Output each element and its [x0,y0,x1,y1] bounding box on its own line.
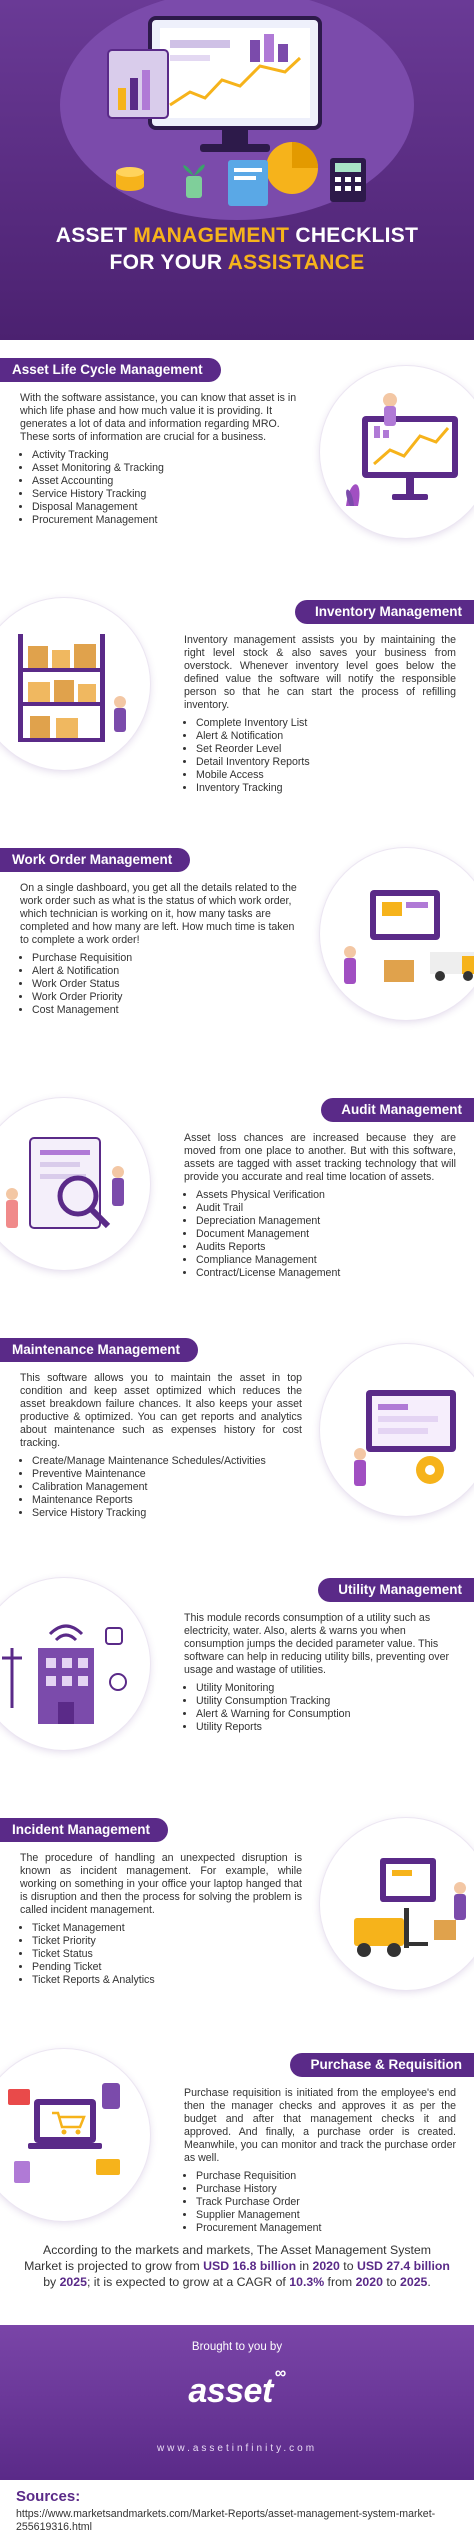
section-incident [0,1818,474,2018]
stats-value: USD 16.8 billion [203,2259,297,2273]
list-item: • Utility Monitoring [196,1682,456,1695]
incident-list [20,1922,302,1987]
lifecycle-illustration [320,366,474,538]
list-item: • Service History Tracking [32,488,302,501]
title-word-assistance: ASSISTANCE [227,251,365,274]
list-item: • Create/Manage Maintenance Schedules/Activities [32,1455,302,1468]
list-item: • Alert & Notification [196,730,456,743]
utility-illustration [0,1578,150,1750]
list-item: • Activity Tracking [32,449,302,462]
stats-value: 2020 [355,2275,383,2289]
forklift-icon [320,1818,474,1990]
utility-list [184,1682,456,1734]
section-title-maintenance: Maintenance Management [0,1338,198,1362]
inventory-illustration [0,598,150,770]
list-item: • Ticket Reports & Analytics [32,1974,302,1987]
stats-text: in [296,2259,313,2273]
workorder-illustration [320,848,474,1020]
brought-to-you-by: Brought to you by [191,2341,283,2353]
stats-text: According to the markets and markets, The Asset Management System Market is projected to grow from [24,2243,431,2273]
list-item: • Compliance Management [196,1254,456,1267]
incident-body [20,1852,302,1987]
section-title-lifecycle: Asset Life Cycle Management [0,358,221,382]
sources-link[interactable]: https://www.marketsandmarkets.com/Market-Reports/asset-management-system-market-255619316.html [16,2508,436,2533]
website-link[interactable]: www.assetinfinity.com [156,2443,318,2454]
list-item: • Work Order Priority [32,991,302,1004]
sources-heading: Sources: [16,2488,81,2505]
lifecycle-dashboard-icon [320,366,474,538]
title-word-management: MANAGEMENT [133,224,290,247]
page-title-line-2 [0,250,474,276]
stats-value: 10.3% [289,2275,325,2289]
warehouse-shelves-icon [0,598,150,770]
list-item: • Ticket Status [32,1948,302,1961]
list-item: • Pending Ticket [32,1961,302,1974]
section-audit [0,1098,474,1308]
stats-text: from [324,2275,356,2289]
workorder-body [20,882,302,1017]
stats-text: by [43,2275,60,2289]
audit-description: Asset loss chances are increased because they are moved from one place to another. But with this software, assets are tagged with asset tracking technology that will provide you accurate and real time location of assets. [184,1132,456,1183]
brand-logo[interactable] [0,2365,474,2411]
list-item: • Asset Accounting [32,475,302,488]
stats-value: 2025 [400,2275,428,2289]
magnifier-audit-icon [0,1098,150,1270]
market-stats [24,2242,450,2290]
workorder-list [20,952,302,1017]
lifecycle-description: With the software assistance, you can know that asset is in which life phase and how much value it is providing. It generates a lot of data and information regarding MRO. These sorts of information are crucial for a business. [20,392,297,443]
list-item: • Cost Management [32,1004,302,1017]
stats-value: USD 27.4 billion [356,2259,450,2273]
list-item: • Contract/License Management [196,1267,456,1280]
list-item: • Alert & Warning for Consumption [196,1708,456,1721]
section-title-work-order: Work Order Management [0,848,190,872]
list-item: • Service History Tracking [32,1507,302,1520]
list-item: • Depreciation Management [196,1215,456,1228]
page-title-line-1 [0,223,474,249]
smart-building-icon [0,1578,150,1750]
infinity-icon: ∞ [274,2365,286,2382]
list-item: • Set Reorder Level [196,743,456,756]
stats-value: 2020 [312,2259,340,2273]
list-item: • Utility Reports [196,1721,456,1734]
list-item: • Calibration Management [32,1481,302,1494]
sources-block [16,2488,460,2534]
list-item: • Preventive Maintenance [32,1468,302,1481]
list-item: • Purchase Requisition [196,2170,456,2183]
list-item: • Supplier Management [196,2209,456,2222]
list-item: • Track Purchase Order [196,2196,456,2209]
online-shopping-icon [0,2049,150,2221]
stats-text: to [382,2275,401,2289]
inventory-description: Inventory management assists you by maintaining the right level stock & also saves your business from overstock. Whenever inventory level goes below the defined value the software will notify the responsible person so that he can start the process of refilling inventory. [184,634,456,711]
purchase-list [184,2170,456,2235]
footer-banner [0,2325,474,2480]
list-item: • Purchase Requisition [32,952,302,965]
purchase-description: Purchase requisition is initiated from the employee's end then the manager checks and approves it as per the budget and after that management checks it and approved. And finally, a purchase order is created. Meanwhile, you can monitor and track the purchase order as well. [184,2087,456,2164]
utility-body [184,1612,456,1734]
title-word-checklist: CHECKLIST [289,224,419,247]
utility-description: This module records consumption of a utility such as electricity, water. Also, alerts & warns you when consumption jumps the decided parameter value. This software can help in reducing utility bills, preventing over usage and wastage of utilities. [184,1612,449,1676]
inventory-list [184,717,456,795]
purchase-illustration [0,2049,150,2221]
list-item: • Complete Inventory List [196,717,456,730]
audit-illustration [0,1098,150,1270]
list-item: • Alert & Notification [32,965,302,978]
list-item: • Inventory Tracking [196,782,456,795]
title-word-for-your: FOR YOUR [109,251,228,274]
purchase-body [184,2087,456,2235]
list-item: • Disposal Management [32,501,302,514]
list-item: • Purchase History [196,2183,456,2196]
list-item: • Ticket Management [32,1922,302,1935]
section-utility [0,1578,474,1778]
stats-text: ; it is expected to grow at a CAGR of [86,2275,290,2289]
section-maintenance [0,1338,474,1548]
section-purchase [0,2053,474,2243]
stats-text: to [339,2259,357,2273]
list-item: • Work Order Status [32,978,302,991]
list-item: • Audits Reports [196,1241,456,1254]
incident-description: The procedure of handling an unexpected disruption is known as incident management. For example, while working on something in your office your laptop hanged that is disruption and then the process for solving the problem is called incident management. [20,1852,302,1916]
maintenance-body [20,1372,302,1520]
audit-body [184,1132,456,1280]
section-title-incident: Incident Management [0,1818,168,1842]
list-item: • Assets Physical Verification [196,1189,456,1202]
list-item: • Maintenance Reports [32,1494,302,1507]
incident-illustration [320,1818,474,1990]
section-title-utility: Utility Management [318,1578,474,1602]
list-item: • Detail Inventory Reports [196,756,456,769]
section-work-order [0,848,474,1048]
maintenance-list [20,1455,302,1520]
section-title-purchase: Purchase & Requisition [290,2053,474,2077]
brand-logo-text: asset [188,2372,273,2410]
hero-illustration [0,0,474,230]
section-title-audit: Audit Management [321,1098,474,1122]
audit-list [184,1189,456,1280]
workorder-description: On a single dashboard, you get all the details related to the work order such as what is the status of which work order, which technician is working on it, how many tasks are completed and how many are left. How much time is taken to complete a work order! [20,882,297,946]
maintenance-illustration [320,1344,474,1516]
inventory-body [184,634,456,795]
stats-text: . [427,2275,431,2289]
stats-value: 2025 [59,2275,87,2289]
delivery-truck-icon [320,848,474,1020]
hero-banner [0,0,474,340]
lifecycle-body [20,392,302,527]
list-item: • Ticket Priority [32,1935,302,1948]
list-item: • Utility Consumption Tracking [196,1695,456,1708]
maintenance-description: This software allows you to maintain the asset in top condition and keep asset optimized which reduces the asset breakdown failure chances. It also keeps your asset productive & optimized. You can get reports and analytics about maintenance such as expenses history for cost tracking. [20,1372,302,1449]
list-item: • Asset Monitoring & Tracking [32,462,302,475]
title-word-asset: ASSET [55,224,134,247]
section-title-inventory: Inventory Management [295,600,474,624]
lifecycle-list [20,449,302,527]
section-asset-lifecycle [0,358,474,558]
list-item: • Audit Trail [196,1202,456,1215]
list-item: • Document Management [196,1228,456,1241]
list-item: • Procurement Management [196,2222,456,2235]
list-item: • Mobile Access [196,769,456,782]
gear-dashboard-icon [320,1344,474,1516]
section-inventory [0,600,474,810]
list-item: • Procurement Management [32,514,302,527]
